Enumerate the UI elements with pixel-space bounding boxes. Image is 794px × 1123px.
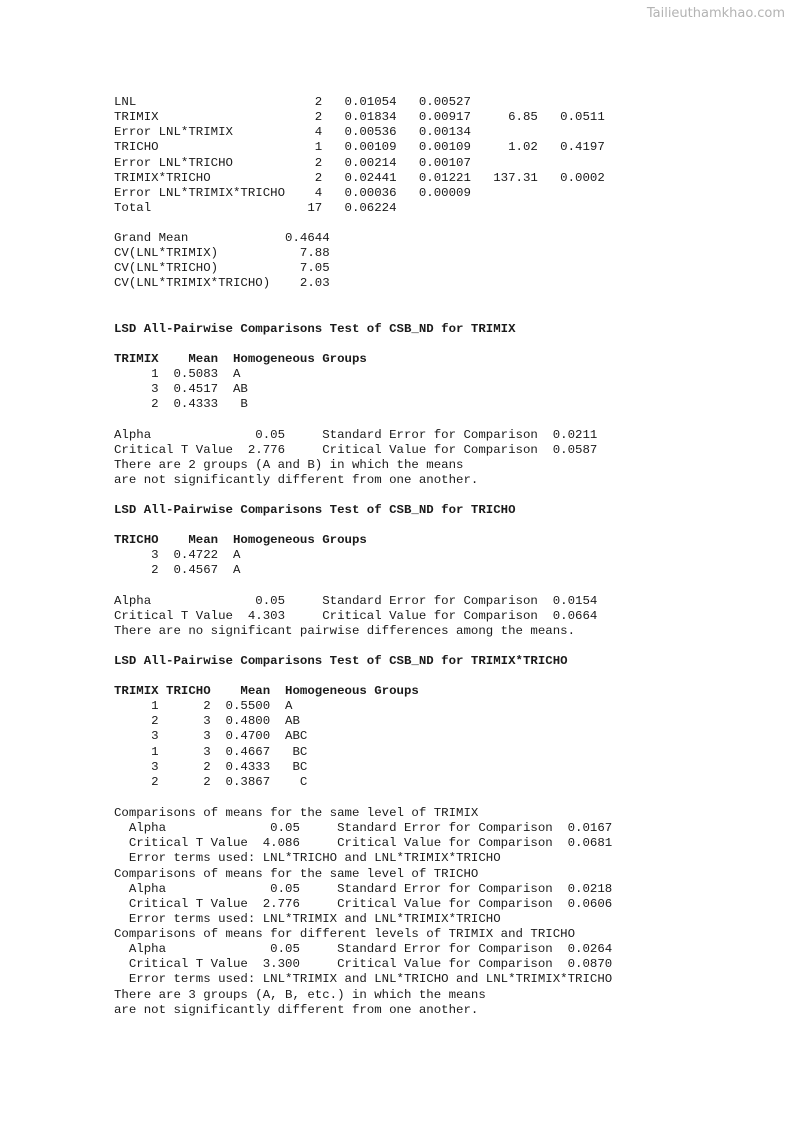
summary-row: CV(LNL*TRIMIX) 7.88 <box>114 246 330 261</box>
stats-line: are not significantly different from one another. <box>114 1002 479 1017</box>
stats-line: are not significantly different from one another. <box>114 473 479 488</box>
stats-line: Critical T Value 4.303 Critical Value for Comparison 0.0664 <box>114 609 598 624</box>
lsd-trimix-table <box>114 352 367 413</box>
lsd-interaction-row: 1 3 0.4667 BC <box>114 744 308 759</box>
lsd-interaction-row: 3 3 0.4700 ABC <box>114 729 308 744</box>
lsd-interaction-row: 2 2 0.3867 C <box>114 774 308 789</box>
lsd-tricho-table <box>114 533 367 578</box>
stats-line: Critical T Value 3.300 Critical Value for Comparison 0.0870 <box>114 957 613 972</box>
summary-row: Grand Mean 0.4644 <box>114 231 330 245</box>
anova-row: LNL 2 0.01054 0.00527 <box>114 95 471 109</box>
stats-line: Comparisons of means for different levels of TRIMIX and TRICHO <box>114 927 576 941</box>
stats-line: Error terms used: LNL*TRIMIX and LNL*TRICHO and LNL*TRIMIX*TRICHO <box>114 972 613 987</box>
lsd-tricho-row: 3 0.4722 A <box>114 548 241 563</box>
summary-row: CV(LNL*TRICHO) 7.05 <box>114 261 330 276</box>
stats-line: Alpha 0.05 Standard Error for Comparison 0.0264 <box>114 942 613 957</box>
lsd-trimix-title: LSD All-Pairwise Comparisons Test of CSB_ND for TRIMIX <box>114 322 516 336</box>
lsd-trimix-header: TRIMIX Mean Homogeneous Groups <box>114 352 367 366</box>
anova-row: TRICHO 1 0.00109 0.00109 1.02 0.4197 <box>114 140 605 155</box>
stats-line: Error terms used: LNL*TRICHO and LNL*TRIMIX*TRICHO <box>114 851 501 866</box>
lsd-interaction-header: TRIMIX TRICHO Mean Homogeneous Groups <box>114 684 419 698</box>
anova-row: Error LNL*TRICHO 2 0.00214 0.00107 <box>114 155 471 170</box>
anova-table <box>114 95 605 216</box>
stats-line: Critical T Value 2.776 Critical Value for Comparison 0.0587 <box>114 443 598 458</box>
lsd-interaction-stats <box>114 806 612 1018</box>
watermark: Tailieuthamkhao.com <box>646 6 785 21</box>
summary-row: CV(LNL*TRIMIX*TRICHO) 2.03 <box>114 276 330 291</box>
anova-row: Error LNL*TRIMIX 4 0.00536 0.00134 <box>114 125 471 140</box>
anova-row: TRIMIX*TRICHO 2 0.02441 0.01221 137.31 0.0002 <box>114 170 605 185</box>
lsd-trimix-row: 2 0.4333 B <box>114 397 248 412</box>
lsd-interaction-table <box>114 684 419 790</box>
stats-line: Comparisons of means for the same level of TRICHO <box>114 866 479 881</box>
lsd-tricho-header: TRICHO Mean Homogeneous Groups <box>114 533 367 547</box>
stats-line: There are 2 groups (A and B) in which the means <box>114 458 464 473</box>
stats-line: There are 3 groups (A, B, etc.) in which the means <box>114 987 486 1002</box>
anova-row: Error LNL*TRIMIX*TRICHO 4 0.00036 0.00009 <box>114 185 471 200</box>
lsd-trimix-stats <box>114 428 597 489</box>
anova-row: Total 17 0.06224 <box>114 200 397 215</box>
lsd-interaction-row: 3 2 0.4333 BC <box>114 759 308 774</box>
lsd-interaction-row: 2 3 0.4800 AB <box>114 714 300 729</box>
lsd-tricho-title: LSD All-Pairwise Comparisons Test of CSB_ND for TRICHO <box>114 503 516 517</box>
lsd-tricho-stats <box>114 594 597 639</box>
anova-row: TRIMIX 2 0.01834 0.00917 6.85 0.0511 <box>114 110 605 125</box>
stats-line: Alpha 0.05 Standard Error for Comparison 0.0167 <box>114 821 613 836</box>
lsd-trimix-row: 1 0.5083 A <box>114 367 241 382</box>
stats-line: Comparisons of means for the same level of TRIMIX <box>114 806 479 820</box>
stats-line: Alpha 0.05 Standard Error for Comparison 0.0211 <box>114 428 598 442</box>
stats-line: Alpha 0.05 Standard Error for Comparison 0.0154 <box>114 594 598 608</box>
stats-line: There are no significant pairwise differences among the means. <box>114 624 576 639</box>
stats-line: Critical T Value 4.086 Critical Value for Comparison 0.0681 <box>114 836 613 851</box>
stats-line: Error terms used: LNL*TRIMIX and LNL*TRIMIX*TRICHO <box>114 911 501 926</box>
lsd-tricho-row: 2 0.4567 A <box>114 563 241 578</box>
lsd-interaction-title: LSD All-Pairwise Comparisons Test of CSB_ND for TRIMIX*TRICHO <box>114 654 568 668</box>
stats-line: Critical T Value 2.776 Critical Value for Comparison 0.0606 <box>114 896 613 911</box>
stats-line: Alpha 0.05 Standard Error for Comparison 0.0218 <box>114 881 613 896</box>
lsd-interaction-row: 1 2 0.5500 A <box>114 699 293 714</box>
lsd-trimix-row: 3 0.4517 AB <box>114 382 248 397</box>
summary-block <box>114 231 330 292</box>
